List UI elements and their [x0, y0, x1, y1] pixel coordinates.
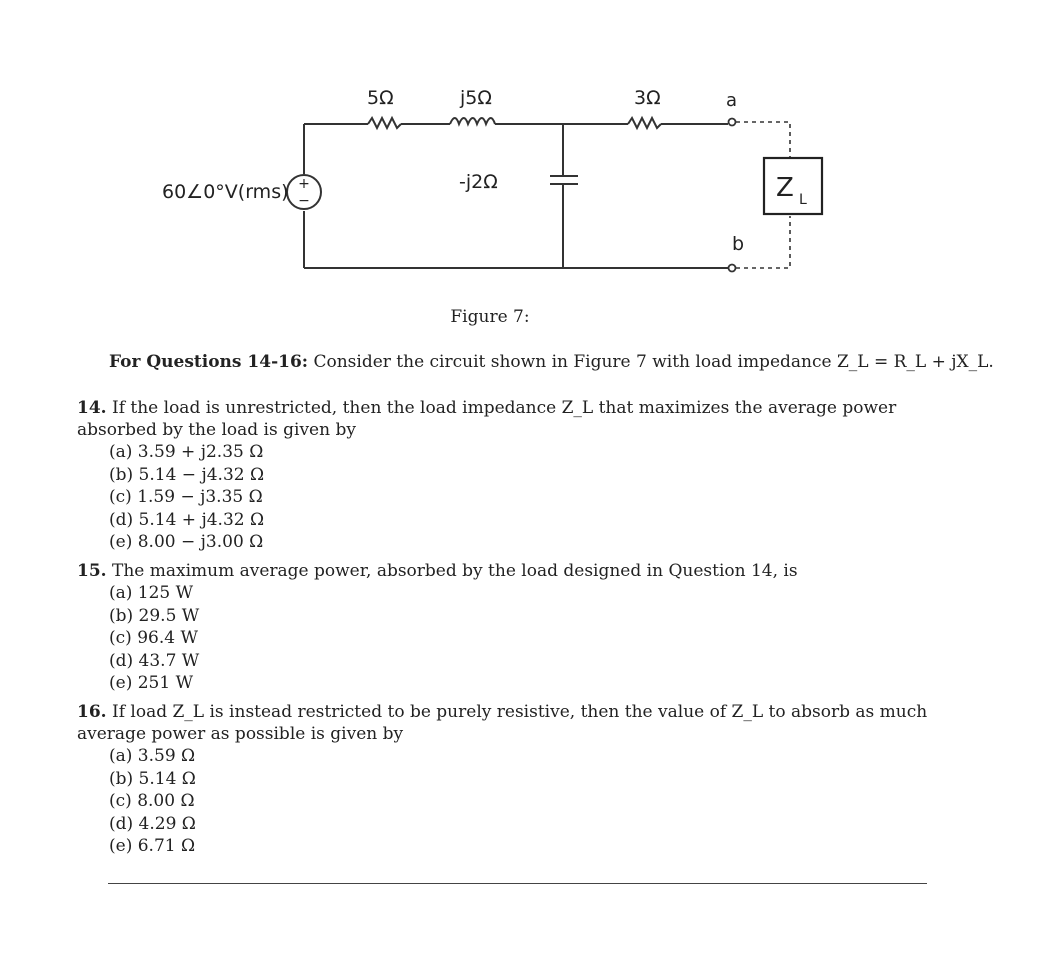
- intro-text: Consider the circuit shown in Figure 7 with load impedance Z_L = R_L + jX_L.: [308, 352, 994, 372]
- question-text: If the load is unrestricted, then the load impedance Z_L that maximizes the average power absorbed by the load is given by: [77, 398, 897, 440]
- intro-lead: For Questions 14-16:: [109, 352, 309, 372]
- option-d[interactable]: (d) 5.14 + j4.32 Ω: [109, 509, 265, 530]
- question-text: If load Z_L is instead restricted to be purely resistive, then the value of Z_L to absorb as much average power as possible is given by: [77, 702, 928, 744]
- node-a-terminal: [729, 119, 736, 126]
- r2-label: 3Ω: [634, 87, 661, 109]
- option-list: [77, 582, 932, 695]
- circuit-diagram: [150, 78, 850, 283]
- intro-paragraph: [109, 352, 994, 372]
- option-b[interactable]: (b) 5.14 − j4.32 Ω: [109, 464, 265, 485]
- option-b[interactable]: (b) 5.14 Ω: [109, 768, 196, 789]
- inductor-j5-ohm: [450, 118, 495, 124]
- source-label: 60∠0°V(rms): [162, 181, 289, 203]
- question-text: The maximum average power, absorbed by the load designed in Question 14, is: [111, 561, 798, 581]
- load-label: Z: [776, 173, 794, 203]
- load-subscript: L: [799, 192, 807, 208]
- node-b-label: b: [732, 233, 745, 255]
- figure-caption: Figure 7:: [450, 307, 530, 327]
- option-d[interactable]: (d) 43.7 W: [109, 650, 200, 671]
- option-e[interactable]: (e) 6.71 Ω: [109, 836, 196, 856]
- cap-label: -j2Ω: [459, 171, 498, 193]
- resistor-5-ohm: [368, 118, 401, 128]
- bottom-rule: [108, 883, 927, 884]
- option-e[interactable]: (e) 8.00 − j3.00 Ω: [109, 532, 264, 552]
- option-d[interactable]: (d) 4.29 Ω: [109, 813, 196, 834]
- minus-sign: −: [298, 193, 310, 209]
- question-15: [77, 560, 932, 695]
- node-a-label: a: [726, 90, 738, 111]
- option-c[interactable]: (c) 1.59 − j3.35 Ω: [109, 487, 263, 507]
- question-number: 14.: [77, 398, 107, 418]
- question-16: [77, 701, 932, 858]
- option-c[interactable]: (c) 8.00 Ω: [109, 791, 195, 811]
- option-a[interactable]: (a) 3.59 + j2.35 Ω: [109, 442, 264, 462]
- node-b-terminal: [729, 265, 736, 272]
- question-number: 16.: [77, 702, 107, 722]
- resistor-3-ohm: [628, 118, 661, 128]
- option-a[interactable]: (a) 125 W: [109, 583, 194, 603]
- option-e[interactable]: (e) 251 W: [109, 673, 194, 693]
- plus-sign: +: [298, 176, 310, 192]
- r1-label: 5Ω: [367, 87, 394, 109]
- l1-label: j5Ω: [460, 87, 492, 109]
- question-14: [77, 397, 932, 554]
- option-a[interactable]: (a) 3.59 Ω: [109, 746, 196, 766]
- question-number: 15.: [77, 561, 107, 581]
- option-list: [77, 441, 932, 554]
- option-list: [77, 745, 932, 858]
- option-b[interactable]: (b) 29.5 W: [109, 605, 200, 626]
- option-c[interactable]: (c) 96.4 W: [109, 628, 198, 648]
